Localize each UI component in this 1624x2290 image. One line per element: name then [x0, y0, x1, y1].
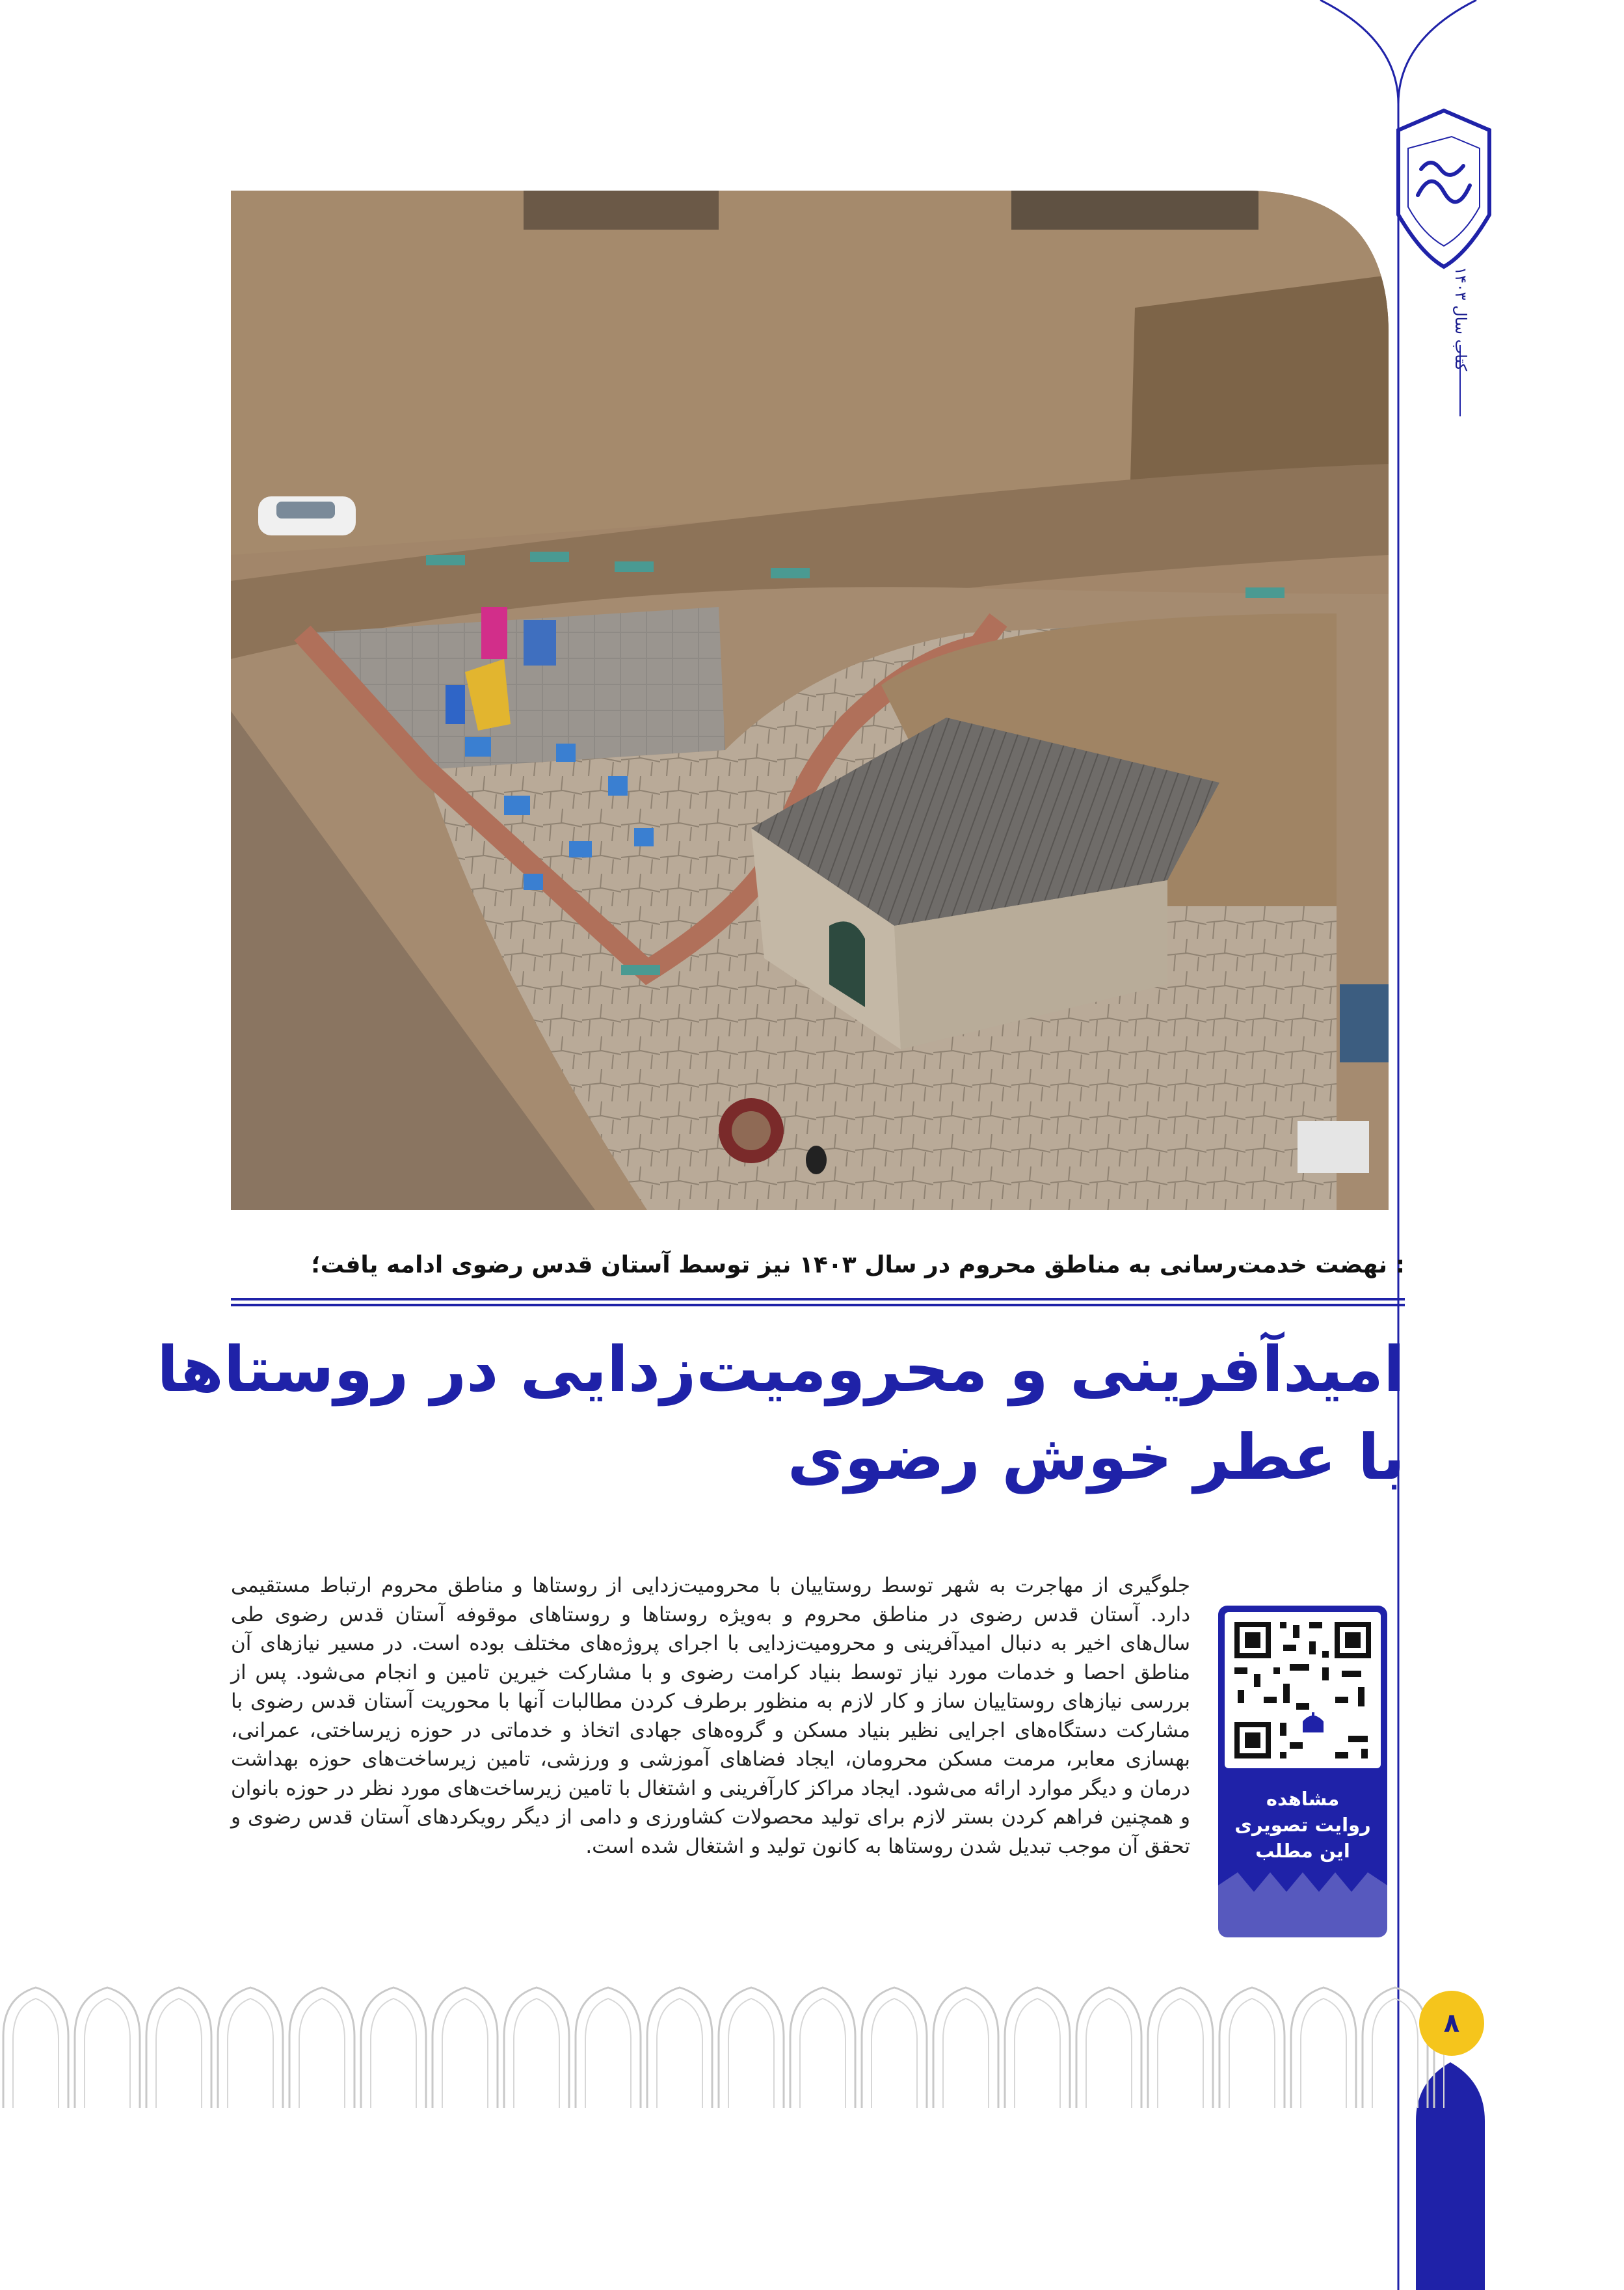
book-side-label: کتاب سال ۱۴۰۳	[1452, 266, 1470, 371]
shrine-logo-icon	[1299, 1710, 1327, 1737]
qr-caption-line-1: مشاهده	[1266, 1788, 1340, 1810]
article-kicker: : نهضت خدمت‌رسانی به مناطق محروم در سال ۱۴۰۳ نیز توسط آستان قدس رضوی ادامه یافت؛	[311, 1252, 1405, 1278]
aerial-park-photo	[231, 191, 1389, 1210]
qr-caption	[1223, 1786, 1383, 1870]
qr-caption-line-2: روایت تصویری	[1234, 1814, 1371, 1836]
book-logo-icon	[1398, 111, 1489, 267]
qr-caption-line-3: این مطلب	[1255, 1840, 1350, 1862]
qr-card[interactable]	[1218, 1606, 1387, 1937]
article-body: جلوگیری از مهاجرت به شهر توسط روستاییان با محرومیت‌زدایی از روستاها و مناطق محروم ارتباط مستقیمی دارد. آستان قدس رضوی در مناطق محروم و به‌ویژه روستاها و روستاهای موقوفه آستان قدس رضوی طی سال‌های اخیر به دنبال امیدآفرینی و محرومیت‌زدایی با اجرای پروژه‌های مختلف بوده است. در مسیر نیازهای آن مناطق احصا و خدمات مورد نیاز توسط بنیاد کرامت رضوی و با مشارکت خیرین تامین و انجام می‌شود. پس از بررسی نیازهای روستاییان ساز و کار لازم به منظور برطرف کردن مطالبات آنها با محوریت آستان قدس رضوی با مشارکت دستگاه‌های اجرایی نظیر بنیاد مسکن و گروه‌های جهادی اتخاذ و خدماتی در حوزه زیرساختی، عمرانی، بهسازی معابر، مرمت مسکن محرومان، ایجاد فضاهای آموزشی و ورزشی، تامین زیرساخت‌های حوزه بهداشت درمان و دیگر موارد ارائه می‌شود. ایجاد مراکز کارآفرینی و اشتغال با تامین زیرساخت‌های مورد نظر در حوزه بانوان و همچنین فراهم کردن بستر لازم برای تولید محصولات کشاورزی و دامی از دیگر رویکردهای آستان قدس رضوی و تحقق آن موجب تبدیل شدن روستاها به کانون تولید و اشتغال شده است.	[231, 1574, 1190, 1858]
page-number: ۸	[1419, 1991, 1484, 2056]
article-title-line-1: امیدآفرینی و محرومیت‌زدایی در روستاها	[157, 1333, 1405, 1406]
kicker-divider	[231, 1298, 1405, 1307]
geometric-pattern	[0, 1984, 1450, 2108]
article-title-line-2: با عطر خوش رضوی	[787, 1421, 1405, 1494]
